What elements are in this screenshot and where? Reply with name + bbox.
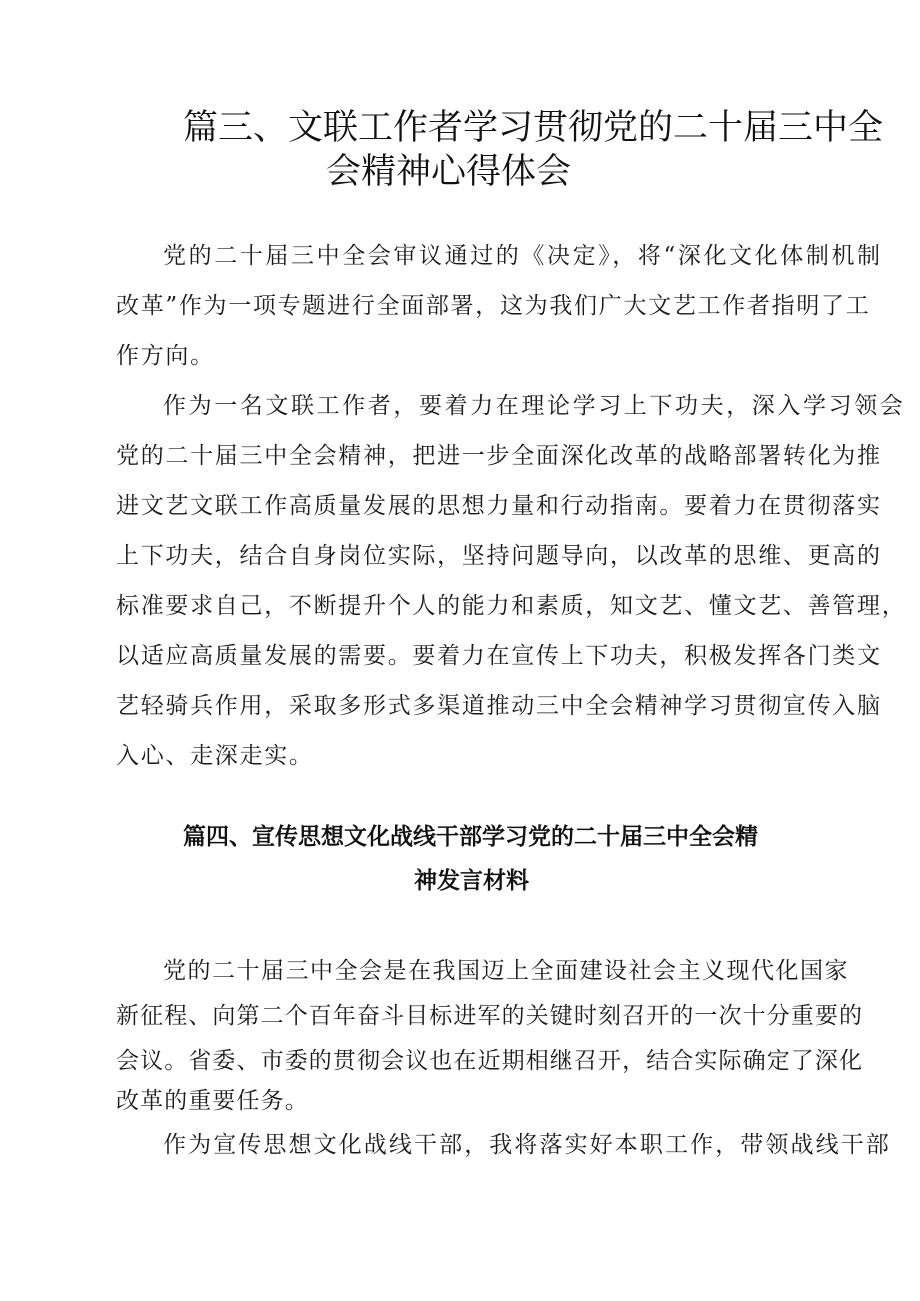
heading-line: 会精神心得体会 <box>326 152 572 192</box>
text-line: 改革的重要任务。 <box>116 1088 309 1114</box>
text-line: 党的二十届三中全会是在我国迈上全面建设社会主义现代化国家 <box>163 958 849 984</box>
text-line: 艺轻骑兵作用，采取多形式多渠道推动三中全会精神学习贯彻宣传入脑 <box>116 693 882 719</box>
text-line: 标准要求自己，不断提升个人的能力和素质，知文艺、懂文艺、善管理， <box>116 593 907 619</box>
text-line: 作为宣传思想文化战线干部，我将落实好本职工作，带领战线干部 <box>163 1132 891 1158</box>
text-line: 入心、走深走实。 <box>116 743 314 769</box>
text-line: 上下功夫，结合自身岗位实际，坚持问题导向，以改革的思维、更高的 <box>116 543 882 569</box>
heading-line: 神发言材料 <box>414 868 529 894</box>
text-line: 改革”作为一项专题进行全面部署，这为我们广大文艺工作者指明了工 <box>116 293 871 319</box>
text-line: 以适应高质量发展的需要。要着力在宣传上下功夫，积极发挥各门类文 <box>116 643 882 669</box>
text-line: 作方向。 <box>116 343 215 369</box>
text-line: 党的二十届三中全会精神，把进一步全面深化改革的战略部署转化为推 <box>116 443 882 469</box>
text-line: 进文艺文联工作高质量发展的思想力量和行动指南。要着力在贯彻落实 <box>116 493 882 519</box>
heading-line: 篇三、文联工作者学习贯彻党的二十届三中全 <box>183 108 884 148</box>
text-line: 作为一名文联工作者，要着力在理论学习上下功夫，深入学习领会 <box>163 393 906 419</box>
text-line: 新征程、向第二个百年奋斗目标进军的关键时刻召开的一次十分重要的 <box>116 1003 864 1029</box>
heading-line: 篇四、宣传思想文化战线干部学习党的二十届三中全会精 <box>183 824 758 850</box>
text-line: 会议。省委、市委的贯彻会议也在近期相继召开，结合实际确定了深化 <box>116 1048 864 1074</box>
text-line: 党的二十届三中全会审议通过的《决定》，将“深化文化体制机制 <box>163 243 883 269</box>
